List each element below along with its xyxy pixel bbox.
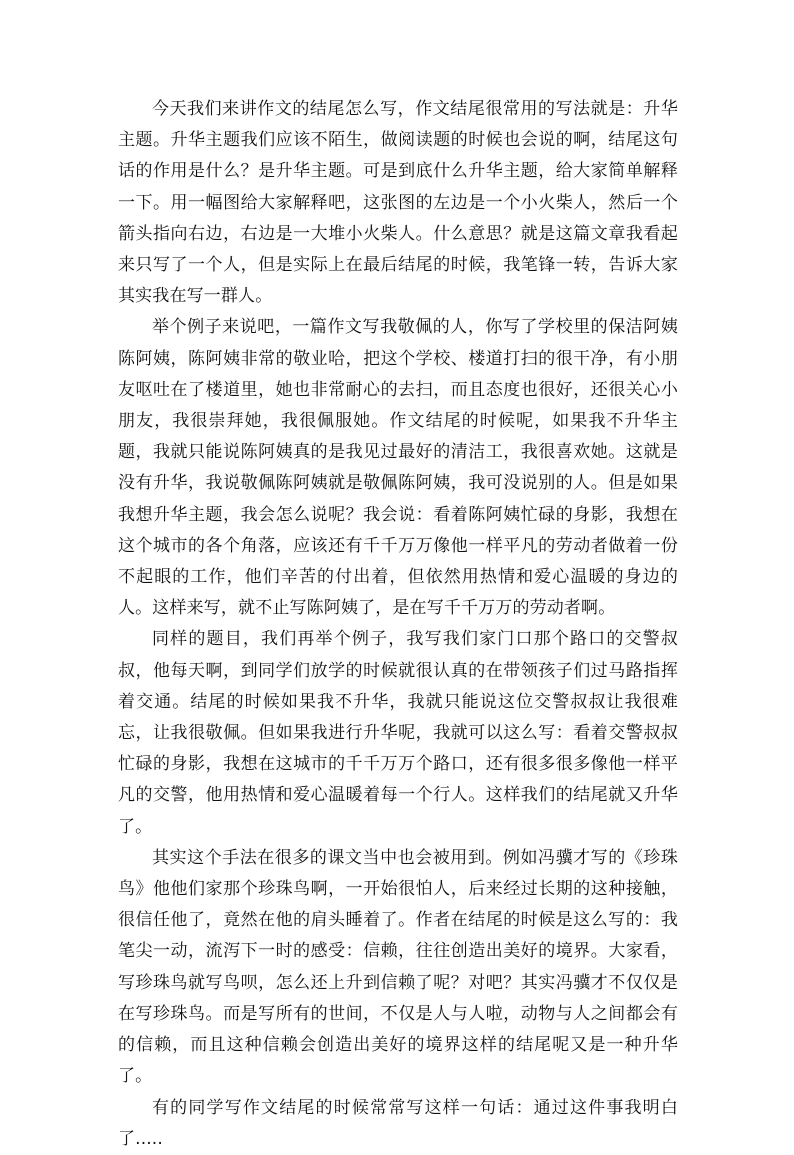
paragraph-intro: 今天我们来讲作文的结尾怎么写，作文结尾很常用的写法就是：升华主题。升华主题我们应该不陌生，做阅读题的时候也会说的啊，结尾这句话的作用是什么？是升华主题。可是到底什么升华主题，给大家简单解释一下。用一幅图给大家解释吧，这张图的左边是一个小火柴人，然后一个箭头指向右边，右边是一大堆小火柴人。什么意思？就是这篇文章我看起来只写了一个人，但是实际上在最后结尾的时候，我笔锋一转，告诉大家其实我在写一群人。 [118,99,678,307]
paragraph-example-traffic-police: 同样的题目，我们再举个例子，我写我们家门口那个路口的交警叔叔，他每天啊，到同学们放学的时候就很认真的在带领孩子们过马路指挥着交通。结尾的时候如果我不升华，我就只能说这位交警叔叔让我很难忘，让我很敬佩。但如果我进行升华呢，我就可以这么写：看着交警叔叔忙碌的身影，我想在这城市的千千万万个路口，还有很多很多像他一样平凡的交警，他用热情和爱心温暖着每一个行人。这样我们的结尾就又升华了。 [118,629,678,837]
essay-body [118,94,678,1155]
paragraph-example-cleaner: 举个例子来说吧，一篇作文写我敬佩的人，你写了学校里的保洁阿姨陈阿姨，陈阿姨非常的敬业哈，把这个学校、楼道打扫的很干净，有小朋友呕吐在了楼道里，她也非常耐心的去扫，而且态度也很好，还很关心小朋友，我很崇拜她，我很佩服她。作文结尾的时候呢，如果我不升华主题，我就只能说陈阿姨真的是我见过最好的清洁工，我很喜欢她。这就是没有升华，我说敬佩陈阿姨就是敬佩陈阿姨，我可没说别的人。但是如果我想升华主题，我会怎么说呢？我会说：看着陈阿姨忙碌的身影，我想在这个城市的各个角落，应该还有千千万万像他一样平凡的劳动者做着一份不起眼的工作，他们辛苦的付出着，但依然用热情和爱心温暖的身边的人。这样来写，就不止写陈阿姨了，是在写千千万万的劳动者啊。 [118,317,678,619]
paragraph-example-pearl-bird: 其实这个手法在很多的课文当中也会被用到。例如冯骥才写的《珍珠鸟》他他们家那个珍珠鸟啊，一开始很怕人，后来经过长期的这种接触，很信任他了，竟然在他的肩头睡着了。作者在结尾的时候是这么写的：我笔尖一动，流泻下一时的感受：信赖，往往创造出美好的境界。大家看，写珍珠鸟就写鸟呗，怎么还上升到信赖了呢？对吧？其实冯骥才不仅仅是在写珍珠鸟。而是写所有的世间，不仅是人与人啦，动物与人之间都会有的信赖，而且这种信赖会创造出美好的境界这样的结尾呢又是一种升华了。 [118,847,678,1087]
paragraph-closing: 有的同学写作文结尾的时候常常写这样一句话：通过这件事我明白了..... [118,1097,678,1149]
